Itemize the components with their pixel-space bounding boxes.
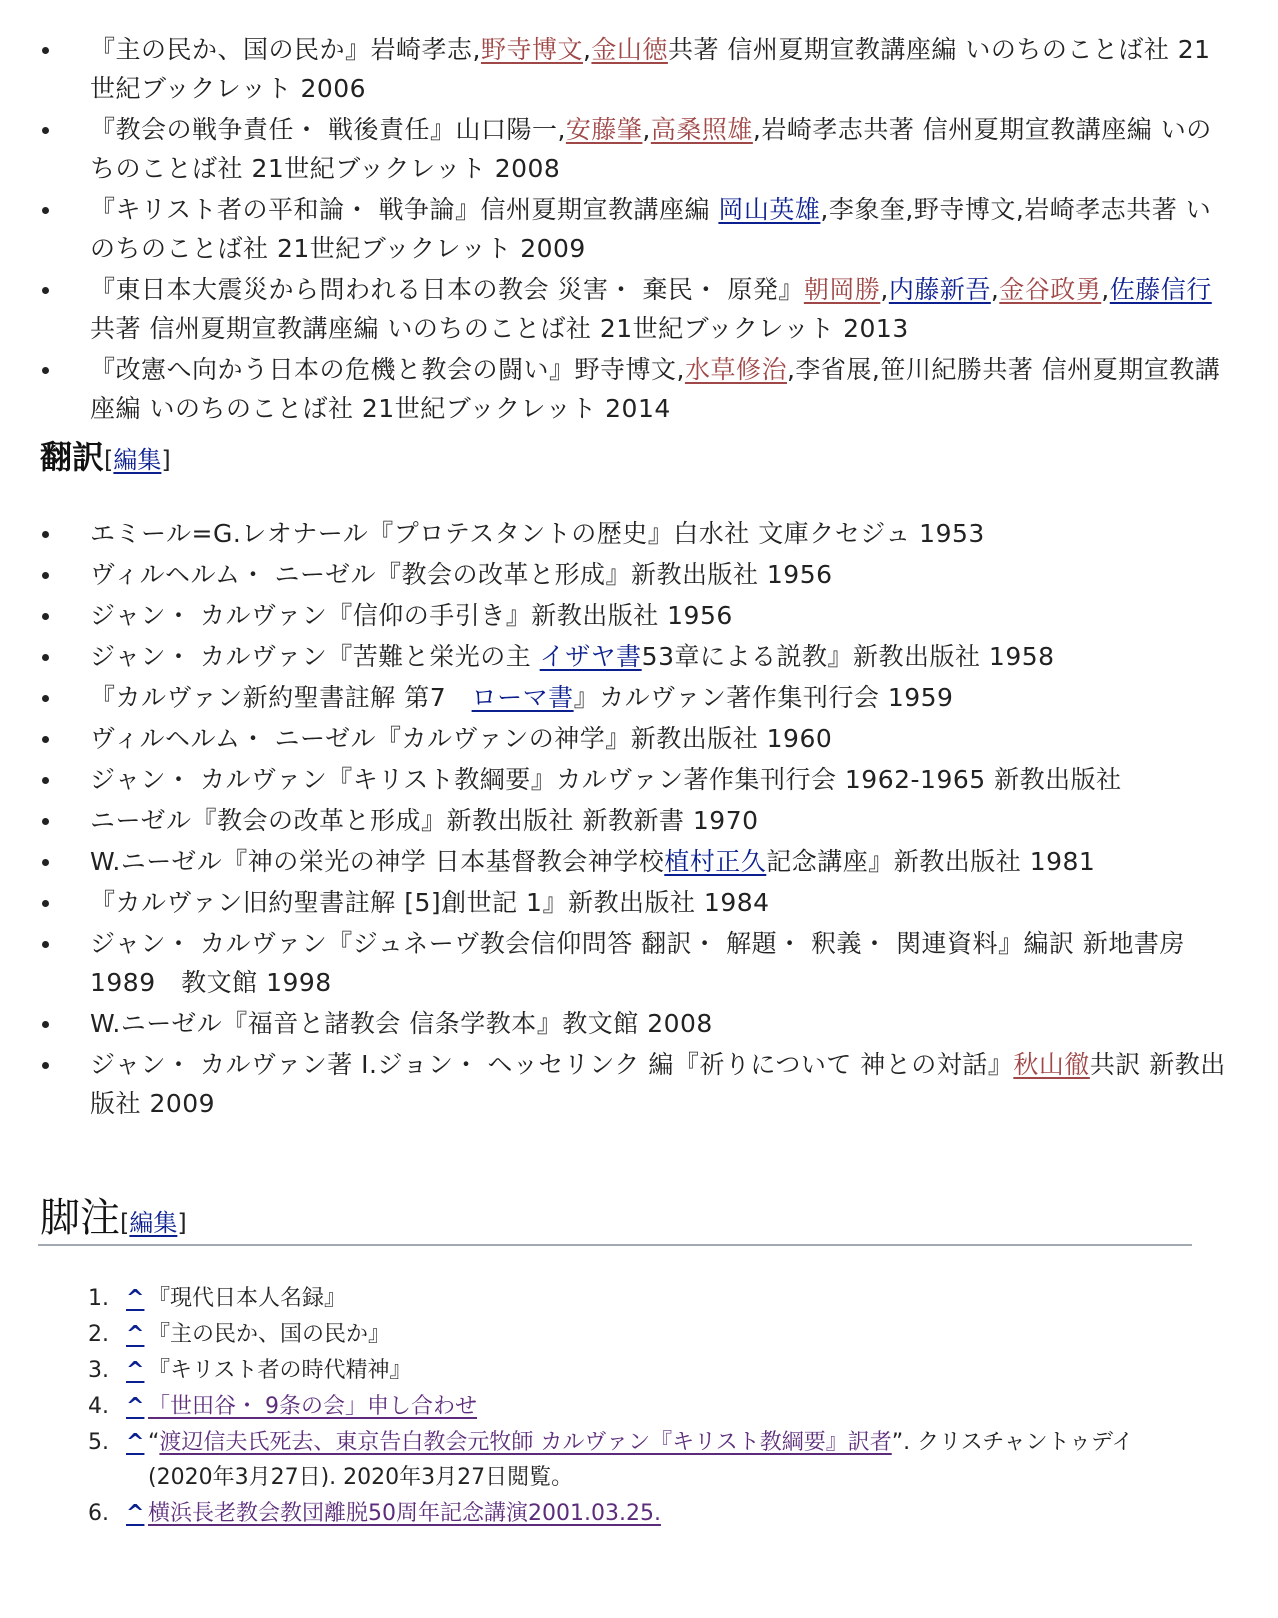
footnote-text xyxy=(148,1389,1188,1424)
backlink-caret-icon[interactable]: ^ xyxy=(126,1358,145,1383)
translations-heading-title: 翻訳 xyxy=(40,438,105,476)
entry-text: ヴィルヘルム・ ニーゼル『カルヴァンの神学』新教出版社 1960 xyxy=(90,724,833,753)
entry-text: 『カルヴァン旧約聖書註解 [5]創世記 1』新教出版社 1984 xyxy=(90,888,770,917)
bullet-icon xyxy=(42,777,49,784)
bullet-icon xyxy=(42,941,49,948)
list-item xyxy=(40,801,1230,840)
footnote-text xyxy=(148,1281,1188,1316)
footnote-number: 4. xyxy=(88,1394,109,1419)
entry-text: “ xyxy=(148,1430,160,1455)
list-item xyxy=(40,719,1230,758)
bullet-icon xyxy=(42,818,49,825)
list-item xyxy=(40,596,1230,635)
list-item xyxy=(40,924,1230,1002)
edit-section-link-translations[interactable]: 編集 xyxy=(113,446,162,474)
wiki-link[interactable]: 佐藤信行 xyxy=(1109,275,1212,304)
footnote-item xyxy=(88,1317,1188,1352)
bullet-icon xyxy=(42,859,49,866)
backlink-caret-icon[interactable]: ^ xyxy=(126,1430,145,1455)
entry-text: 』カルヴァン著作集刊行会 1959 xyxy=(573,683,954,712)
footnote-item xyxy=(88,1281,1188,1316)
list-item xyxy=(40,30,1230,108)
bullet-icon xyxy=(42,695,49,702)
footnotes-heading-title: 脚注 xyxy=(40,1195,120,1241)
footnote-number: 2. xyxy=(88,1322,109,1347)
translations-list xyxy=(40,514,1230,1125)
list-item xyxy=(40,555,1230,594)
footnote-number: 5. xyxy=(88,1430,109,1455)
entry-text: ,李省展,笹川紀勝共著 信州夏期宣教講座編 いのちのことば社 21世紀ブックレット 2014 xyxy=(90,355,1221,423)
list-item xyxy=(40,190,1230,268)
wiki-link[interactable]: 金谷政勇 xyxy=(999,275,1102,304)
footnote-text xyxy=(148,1353,1188,1388)
translations-heading xyxy=(40,435,171,482)
bullet-icon xyxy=(42,367,49,374)
footnote-item xyxy=(88,1425,1188,1495)
list-item xyxy=(40,637,1230,676)
wiki-link[interactable]: 内藤新吾 xyxy=(888,275,991,304)
footnotes-list xyxy=(88,1281,1188,1532)
wiki-link[interactable]: 秋山徹 xyxy=(1013,1050,1090,1079)
footnote-number: 6. xyxy=(88,1501,109,1526)
bullet-icon xyxy=(42,654,49,661)
edit-bracket-close: ] xyxy=(177,1209,187,1237)
entry-text: ,李象奎,野寺博文,岩崎孝志共著 いのちのことば社 21世紀ブックレット 2009 xyxy=(90,195,1212,263)
entry-text: ジャン・ カルヴァン『キリスト教綱要』カルヴァン著作集刊行会 1962-1965 新教出版社 xyxy=(90,765,1122,794)
edit-section-link-footnotes[interactable]: 編集 xyxy=(129,1209,178,1237)
entry-text: 53章による説教』新教出版社 1958 xyxy=(641,642,1055,671)
bullet-icon xyxy=(42,1062,49,1069)
bullet-icon xyxy=(42,572,49,579)
wiki-link[interactable]: 水草修治 xyxy=(684,355,787,384)
wiki-link[interactable]: 高桑照雄 xyxy=(650,115,753,144)
bullet-icon xyxy=(42,900,49,907)
wiki-link[interactable]: 朝岡勝 xyxy=(803,275,881,304)
list-item xyxy=(40,1004,1230,1043)
entry-text: 『キリスト者の平和論・ 戦争論』信州夏期宣教講座編 xyxy=(90,195,719,224)
entry-text: ジャン・ カルヴァン著 I.ジョン・ ヘッセリンク 編『祈りについて 神との対話』 xyxy=(90,1050,1014,1079)
entry-text: , xyxy=(880,275,889,304)
footnote-item xyxy=(88,1353,1188,1388)
entry-text: 『カルヴァン新約聖書註解 第7 xyxy=(90,683,472,712)
entry-text: 『キリスト者の時代精神』 xyxy=(148,1358,412,1383)
footnote-number: 1. xyxy=(88,1286,109,1311)
heading-divider xyxy=(38,1244,1192,1246)
wiki-link[interactable]: 野寺博文 xyxy=(480,35,583,64)
entry-text: W.ニーゼル『神の栄光の神学 日本基督教会神学校 xyxy=(90,847,665,876)
entry-text: , xyxy=(1101,275,1110,304)
footnotes-heading xyxy=(40,1190,187,1251)
entry-text: ヴィルヘルム・ ニーゼル『教会の改革と形成』新教出版社 1956 xyxy=(90,560,833,589)
list-item xyxy=(40,1045,1230,1123)
entry-text: ”. クリスチャントゥデイ (2020年3月27日). 2020年3月27日閲覧。 xyxy=(148,1430,1134,1490)
wiki-link[interactable]: ローマ書 xyxy=(471,683,574,712)
bullet-icon xyxy=(42,736,49,743)
entry-text: 『改憲へ向かう日本の危機と教会の闘い』野寺博文, xyxy=(90,355,685,384)
wiki-link[interactable]: 渡辺信夫氏死去、東京告白教会元牧師 カルヴァン『キリスト教綱要』訳者 xyxy=(159,1430,892,1455)
entry-text: 『東日本大震災から問われる日本の教会 災害・ 棄民・ 原発』 xyxy=(90,275,804,304)
wiki-link[interactable]: 「世田谷・ 9条の会」申し合わせ xyxy=(148,1394,477,1419)
list-item xyxy=(40,678,1230,717)
entry-text: , xyxy=(642,115,651,144)
wiki-link[interactable]: 金山徳 xyxy=(591,35,668,64)
backlink-caret-icon[interactable]: ^ xyxy=(126,1394,145,1419)
wiki-link[interactable]: イザヤ書 xyxy=(539,642,642,671)
entry-text: エミール=G.レオナール『プロテスタントの歴史』白水社 文庫クセジュ 1953 xyxy=(90,519,985,548)
entry-text: ニーゼル『教会の改革と形成』新教出版社 新教新書 1970 xyxy=(90,806,759,835)
footnote-item xyxy=(88,1389,1188,1424)
entry-text: ジャン・ カルヴァン『ジュネーヴ教会信仰問答 翻訳・ 解題・ 釈義・ 関連資料』編訳 新地書房 1989 教文館 1998 xyxy=(90,929,1185,997)
entry-text: 共著 信州夏期宣教講座編 いのちのことば社 21世紀ブックレット 2013 xyxy=(90,314,909,343)
footnote-text xyxy=(148,1496,1188,1531)
entry-text: 記念講座』新教出版社 1981 xyxy=(766,847,1096,876)
edit-bracket-close: ] xyxy=(161,446,171,474)
footnote-item xyxy=(88,1496,1188,1531)
entry-text: 『教会の戦争責任・ 戦後責任』山口陽一, xyxy=(90,115,566,144)
entry-text: 『主の民か、国の民か』岩崎孝志, xyxy=(90,35,481,64)
entry-text: W.ニーゼル『福音と諸教会 信条学教本』教文館 2008 xyxy=(90,1009,713,1038)
footnote-text xyxy=(148,1317,1188,1352)
entry-text: , xyxy=(582,35,592,64)
list-item xyxy=(40,270,1230,348)
backlink-caret-icon[interactable]: ^ xyxy=(126,1286,145,1311)
entry-text: ジャン・ カルヴァン『信仰の手引き』新教出版社 1956 xyxy=(90,601,733,630)
edit-bracket-open: [ xyxy=(104,446,114,474)
list-item xyxy=(40,514,1230,553)
list-item xyxy=(40,842,1230,881)
entry-text: 『現代日本人名録』 xyxy=(148,1286,347,1311)
footnote-number: 3. xyxy=(88,1358,109,1383)
entry-text: 『主の民か、国の民か』 xyxy=(148,1322,391,1347)
bullet-icon xyxy=(42,207,49,214)
footnote-text xyxy=(148,1425,1188,1495)
wiki-link[interactable]: 岡山英雄 xyxy=(718,195,821,224)
bullet-icon xyxy=(42,613,49,620)
entry-text: ジャン・ カルヴァン『苦難と栄光の主 xyxy=(90,642,540,671)
list-item xyxy=(40,110,1230,188)
entry-text: ,岩崎孝志共著 信州夏期宣教講座編 いのちのことば社 21世紀ブックレット 2008 xyxy=(90,115,1212,183)
entry-text: , xyxy=(990,275,1000,304)
wiki-link[interactable]: 植村正久 xyxy=(664,847,767,876)
list-item xyxy=(40,760,1230,799)
wiki-link[interactable]: 安藤肇 xyxy=(565,115,643,144)
edit-bracket-open: [ xyxy=(120,1209,130,1237)
entry-text: 共著 信州夏期宣教講座編 いのちのことば社 21世紀ブックレット 2006 xyxy=(90,35,1211,103)
bullet-icon xyxy=(42,127,49,134)
list-item xyxy=(40,350,1230,428)
bullet-icon xyxy=(42,1021,49,1028)
bullet-icon xyxy=(42,47,49,54)
coauthored-works-list xyxy=(40,30,1230,430)
bullet-icon xyxy=(42,531,49,538)
entry-text: 共訳 新教出版社 2009 xyxy=(90,1050,1226,1118)
wiki-link[interactable]: 横浜長老教会教団離脱50周年記念講演2001.03.25. xyxy=(148,1501,661,1526)
bullet-icon xyxy=(42,287,49,294)
list-item xyxy=(40,883,1230,922)
backlink-caret-icon[interactable]: ^ xyxy=(126,1501,145,1526)
backlink-caret-icon[interactable]: ^ xyxy=(126,1322,145,1347)
